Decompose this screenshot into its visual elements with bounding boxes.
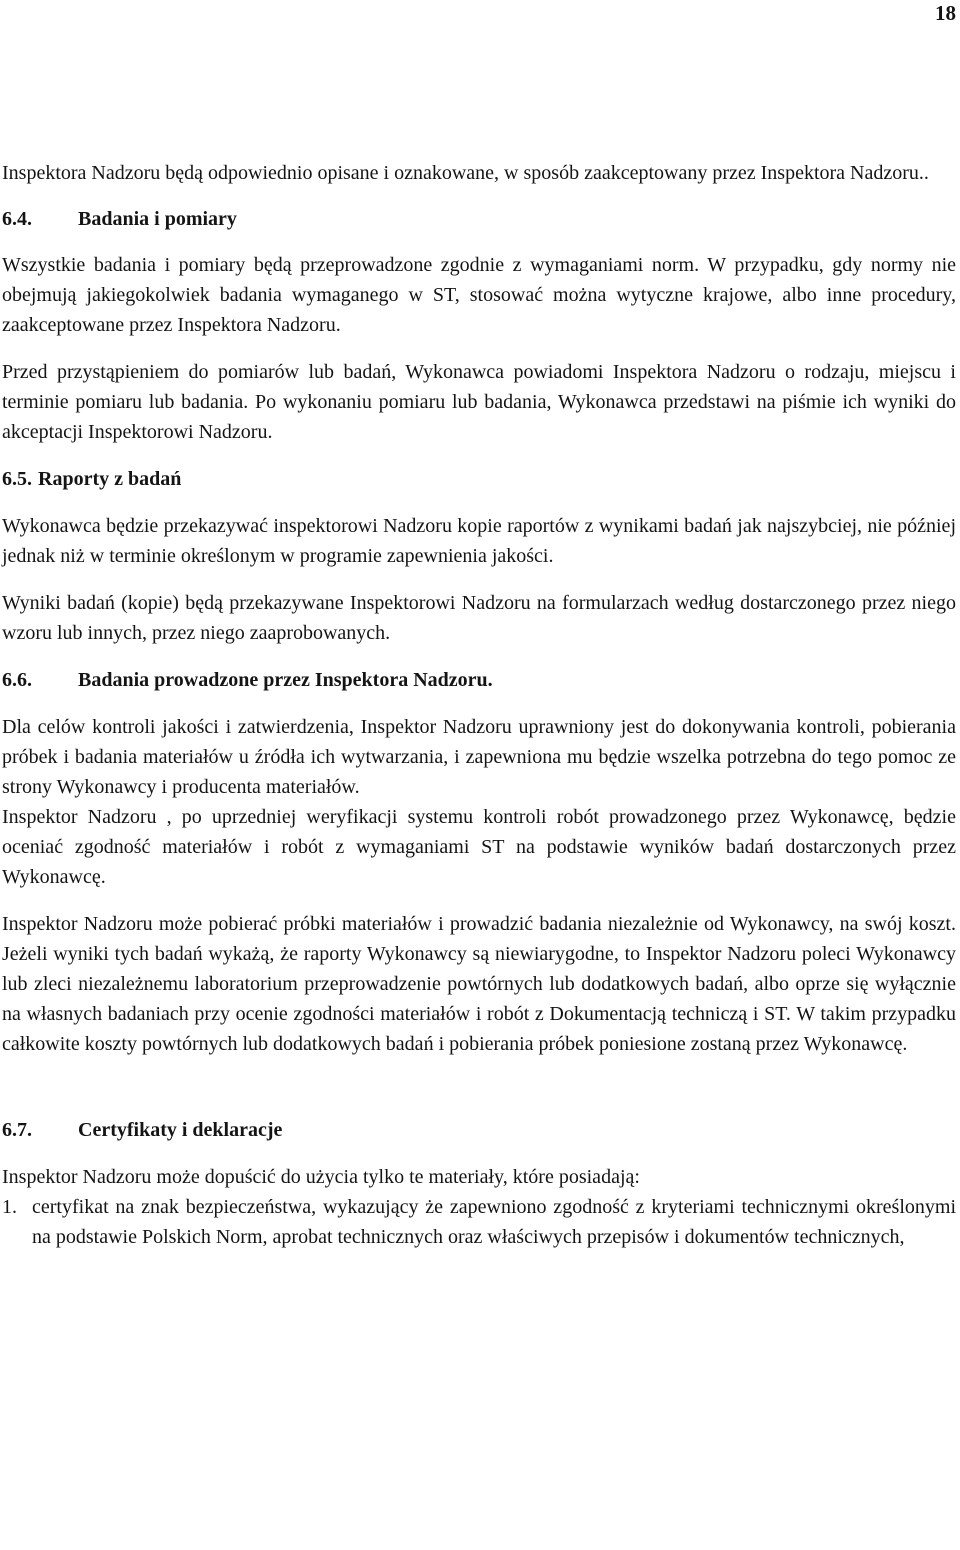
paragraph: Dla celów kontroli jakości i zatwierdzenia, Inspektor Nadzoru uprawniony jest do dokonywania kontroli, pobierania próbek i badania materiałów u źródła ich wytwarzania, i zapewniona mu będzie wszelka potrzebna do tego pomoc ze strony Wykonawcy i producenta materiałów. [2,716,956,798]
paragraph: Inspektor Nadzoru może pobierać próbki materiałów i prowadzić badania niezależnie od Wykonawcy, na swój koszt. Jeżeli wyniki tych badań wykażą, że raporty Wykonawcy są niewiarygodne, to Inspektor Nadzoru poleci Wykonawcy lub zleci niezależnemu laboratorium przeprowadzenie powtórnych lub dodatkowych badań, albo oprze się wyłącznie na własnych badaniach przy ocenie zgodności materiałów i robót z Dokumentacją techniczą i ST. W takim przypadku całkowite koszty powtórnych lub dodatkowych badań i pobierania próbek poniesione zostaną przez Wykonawcę. [2,913,956,1055]
paragraph: Wszystkie badania i pomiary będą przeprowadzone zgodnie z wymaganiami norm. W przypadku, gdy normy nie obejmują jakiegokolwiek badania wymaganego w ST, stosować można wytyczne krajowe, albo inne procedury, zaakceptowane przez Inspektora Nadzoru. [2,254,956,336]
list-marker: 1. [2,1196,17,1218]
requirements-list [2,1192,956,1252]
paragraph-intro: Inspektora Nadzoru będą odpowiednio opisane i oznakowane, w sposób zaakceptowany przez Inspektora Nadzoru.. [2,162,929,184]
section-title: Raporty z badań [38,468,182,490]
list-item [2,1192,956,1252]
paragraph: Inspektor Nadzoru może dopuścić do użycia tylko te materiały, które posiadają: [2,1166,640,1188]
paragraph: Wykonawca będzie przekazywać inspektorowi Nadzoru kopie raportów z wynikami badań jak najszybciej, nie później jednak niż w terminie określonym w programie zapewnienia jakości. [2,515,956,567]
page-number: 18 [935,1,956,25]
section-number: 6.7. [2,1119,32,1141]
section-title: Certyfikaty i deklaracje [78,1119,283,1141]
section-title: Badania prowadzone przez Inspektora Nadzoru. [78,669,493,691]
section-heading-6-7 [2,1115,956,1145]
section-heading-6-6 [2,665,956,695]
document-body [2,158,956,1252]
section-heading-6-4 [2,204,956,234]
paragraph: Inspektor Nadzoru , po uprzedniej weryfikacji systemu kontroli robót prowadzonego przez Wykonawcę, będzie oceniać zgodność materiałów i robót z wymaganiami ST na podstawie wyników badań dostarczonych przez Wykonawcę. [2,806,956,888]
paragraph: Przed przystąpieniem do pomiarów lub badań, Wykonawca powiadomi Inspektora Nadzoru o rodzaju, miejscu i terminie pomiaru lub badania. Po wykonaniu pomiaru lub badania, Wykonawca przedstawi na piśmie ich wyniki do akceptacji Inspektorowi Nadzoru. [2,361,956,443]
section-number: 6.4. [2,208,32,230]
section-number: 6.5. [2,468,32,490]
section-heading-6-5 [2,464,956,494]
section-title: Badania i pomiary [78,208,237,230]
section-number: 6.6. [2,669,32,691]
paragraph: Wyniki badań (kopie) będą przekazywane Inspektorowi Nadzoru na formularzach według dostarczonego przez niego wzoru lub innych, przez niego zaaprobowanych. [2,592,956,644]
list-item-text: certyfikat na znak bezpieczeństwa, wykazujący że zapewniono zgodność z kryteriami technicznymi określonymi na podstawie Polskich Norm, aprobat technicznych oraz właściwych przepisów i dokumentów technicznych, [32,1196,956,1248]
